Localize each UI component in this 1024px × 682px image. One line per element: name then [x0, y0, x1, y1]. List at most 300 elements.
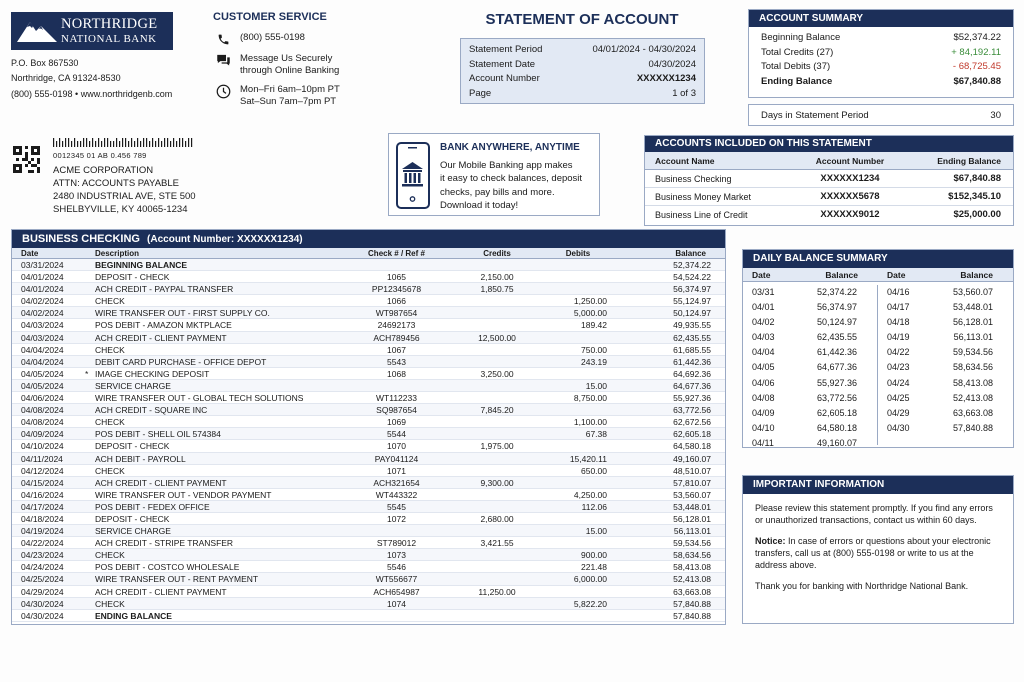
txn-date: 04/23/2024	[21, 550, 64, 561]
txn-ref: 5545	[387, 501, 406, 512]
txn-ref	[335, 525, 458, 536]
daily-balance-row	[743, 406, 877, 421]
mountain-logo-icon	[17, 18, 57, 44]
txn-description: POS DEBIT - SHELL OIL 574384	[95, 429, 221, 440]
txn-ref: 1074	[387, 598, 406, 609]
txn-date: 04/01/2024	[21, 284, 64, 295]
txn-credit: 1,975.00	[480, 441, 514, 452]
daily-date: 04/23	[887, 362, 910, 373]
days-in-period	[748, 104, 1014, 126]
txn-description: POS DEBIT - COSTCO WHOLESALE	[95, 562, 240, 573]
daily-balance-row	[743, 376, 877, 391]
accounts-included	[644, 135, 1014, 226]
accounts-included-title: ACCOUNTS INCLUDED ON THIS STATEMENT	[645, 136, 1013, 152]
txn-description: ACH CREDIT - SQUARE INC	[95, 405, 208, 416]
txn-credit	[458, 380, 536, 391]
statement-value: 1 of 3	[672, 87, 696, 99]
checking-account-number: (Account Number: XXXXXX1234)	[147, 234, 303, 245]
daily-balance: 53,448.01	[952, 302, 993, 313]
txn-balance: 64,677.36	[673, 380, 711, 391]
txn-credit: 7,845.20	[480, 405, 514, 416]
txn-balance: 62,435.55	[673, 332, 711, 343]
txn-ref: ST789012	[376, 538, 417, 549]
txn-ref: 1067	[387, 344, 406, 355]
txn-balance: 53,560.07	[673, 489, 711, 500]
daily-date: 04/01	[752, 302, 775, 313]
table-row	[12, 356, 725, 368]
daily-balance: 58,413.08	[952, 377, 993, 388]
customer-service-title: CUSTOMER SERVICE	[213, 11, 327, 23]
txn-balance: 62,605.18	[673, 429, 711, 440]
column-header: Account Number	[815, 156, 885, 166]
txn-balance: 56,374.97	[673, 284, 711, 295]
daily-balance: 63,663.08	[952, 407, 993, 418]
summary-label: Total Credits (27)	[761, 46, 834, 58]
daily-date: 04/30	[887, 422, 910, 433]
txn-debit	[536, 440, 620, 451]
txn-debit	[536, 332, 620, 343]
days-value: 30	[990, 109, 1001, 121]
mobile-line: it easy to check balances, deposit	[440, 173, 583, 185]
business-checking	[11, 229, 726, 625]
txn-date: 04/04/2024	[21, 356, 64, 367]
txn-credit	[458, 392, 536, 403]
daily-balance-header-row	[743, 268, 1013, 282]
mailing-line: SHELBYVILLE, KY 40065-1234	[53, 204, 188, 215]
txn-debit: 15.00	[585, 380, 607, 391]
txn-description: ACH CREDIT - CLIENT PAYMENT	[95, 477, 227, 488]
txn-credit	[458, 416, 536, 427]
table-row	[12, 295, 725, 307]
txn-ref: WT443322	[375, 489, 418, 500]
account-balance: $152,345.10	[948, 191, 1001, 202]
statement-label: Statement Date	[469, 58, 536, 70]
daily-balance: 52,413.08	[952, 392, 993, 403]
txn-credit	[458, 501, 536, 512]
account-balance: $67,840.88	[953, 173, 1001, 184]
mailing-line: ATTN: ACCOUNTS PAYABLE	[53, 178, 179, 189]
daily-balance-column-left	[743, 285, 878, 448]
txn-credit: 3,421.55	[480, 538, 514, 549]
txn-ref: WT556677	[375, 574, 418, 585]
daily-date: 04/05	[752, 362, 775, 373]
statement-title: STATEMENT OF ACCOUNT	[485, 11, 679, 28]
statement-value: 04/01/2024 - 04/30/2024	[592, 44, 696, 55]
daily-date: 04/09	[752, 407, 775, 418]
daily-balance: 52,374.22	[816, 287, 857, 297]
column-header: Account Name	[655, 156, 715, 166]
txn-date: 04/24/2024	[21, 562, 64, 573]
account-number: XXXXXX9012	[820, 209, 880, 220]
column-header: Credits	[483, 249, 511, 258]
statement-row	[469, 43, 696, 58]
daily-balance-row	[743, 285, 877, 300]
transactions-header-row	[12, 248, 725, 259]
txn-credit: 2,150.00	[480, 272, 514, 283]
txn-date: 04/10/2024	[21, 441, 64, 452]
daily-balance-row	[878, 376, 1013, 391]
daily-date: 04/24	[887, 377, 910, 388]
statement-value: 04/30/2024	[648, 58, 696, 70]
txn-debit: 67.38	[585, 429, 607, 440]
txn-date: 04/03/2024	[21, 332, 64, 343]
txn-credit: 11,250.00	[478, 586, 516, 597]
daily-date: 04/16	[887, 287, 910, 297]
daily-balance: 64,677.36	[816, 362, 857, 373]
account-row	[645, 206, 1013, 224]
txn-description: CHECK	[95, 465, 125, 476]
txn-ref	[335, 380, 458, 391]
column-header: Date	[752, 270, 771, 280]
txn-balance: 57,840.88	[673, 610, 711, 621]
accounts-header-row	[645, 152, 1013, 170]
daily-balance: 56,113.01	[953, 332, 993, 343]
daily-balance: 49,160.07	[816, 437, 857, 448]
mobile-line: Download it today!	[440, 199, 519, 211]
txn-ref: ACH789456	[373, 332, 420, 343]
txn-debit	[536, 271, 620, 282]
cs-message-line2: through Online Banking	[240, 65, 340, 76]
txn-ref: 1072	[387, 513, 406, 524]
txn-ref: ACH654987	[373, 586, 420, 597]
table-row	[12, 440, 725, 452]
txn-ref: WT987654	[375, 308, 418, 319]
summary-row	[749, 46, 1013, 61]
column-header: Debits	[565, 249, 591, 258]
table-row	[12, 307, 725, 319]
account-name: Business Line of Credit	[655, 210, 748, 220]
account-number: XXXXXX5678	[820, 191, 880, 202]
important-information	[742, 475, 1014, 624]
daily-date: 04/19	[887, 332, 910, 343]
table-row	[12, 404, 725, 416]
txn-balance: 61,685.55	[673, 344, 711, 355]
table-row	[12, 368, 725, 380]
daily-date: 04/02	[752, 317, 775, 328]
txn-credit	[458, 356, 536, 367]
important-title: IMPORTANT INFORMATION	[743, 476, 1013, 494]
statement-label: Statement Period	[469, 44, 543, 55]
daily-balance-row	[878, 421, 1013, 436]
summary-label: Total Debits (37)	[761, 61, 831, 72]
table-row	[12, 392, 725, 404]
txn-balance: 61,442.36	[673, 356, 711, 367]
daily-balance: 63,772.56	[816, 392, 857, 403]
txn-debit	[536, 368, 620, 379]
txn-credit	[458, 344, 536, 355]
txn-date: 04/04/2024	[21, 344, 64, 355]
txn-description: SERVICE CHARGE	[95, 380, 171, 391]
mailing-line: ACME CORPORATION	[53, 165, 154, 176]
statement-label: Account Number	[469, 73, 540, 84]
table-row	[12, 428, 725, 440]
txn-description: CHECK	[95, 550, 125, 561]
txn-balance: 50,124.97	[673, 308, 711, 319]
txn-ref	[335, 610, 458, 621]
statement-row	[469, 72, 696, 87]
txn-date: 04/25/2024	[21, 574, 64, 585]
txn-ref: SQ987654	[376, 405, 417, 416]
statement-label: Page	[469, 87, 492, 99]
checking-title-bar	[12, 230, 725, 248]
statement-value: XXXXXX1234	[636, 73, 696, 84]
table-row	[12, 525, 725, 537]
daily-date: 04/11	[752, 437, 774, 448]
txn-debit: 189.42	[581, 320, 607, 331]
txn-ref: WT112233	[376, 393, 417, 404]
txn-ref	[335, 259, 458, 270]
table-row	[12, 271, 725, 283]
table-row	[12, 465, 725, 477]
txn-credit	[458, 295, 536, 306]
summary-value: $52,374.22	[953, 32, 1001, 43]
table-row	[12, 501, 725, 513]
bank-name-line2: NATIONAL BANK	[61, 32, 157, 45]
txn-balance: 53,448.01	[673, 501, 711, 512]
txn-credit	[458, 489, 536, 500]
txn-credit	[458, 465, 536, 476]
txn-description: DEPOSIT - CHECK	[95, 441, 170, 452]
mobile-banking-promo	[388, 133, 600, 216]
table-row	[12, 332, 725, 344]
table-row	[12, 513, 725, 525]
barcode-number: 0012345 01 AB 0.456 789	[53, 151, 147, 160]
summary-row	[749, 75, 1013, 90]
notice-label: Notice:	[755, 536, 786, 546]
txn-debit	[536, 610, 620, 621]
txn-description	[85, 368, 335, 379]
table-row	[12, 586, 725, 598]
daily-date: 04/29	[887, 407, 910, 418]
txn-debit: 1,100.00	[573, 417, 607, 428]
txn-credit	[458, 610, 536, 621]
txn-debit	[536, 537, 620, 548]
txn-debit: 243.19	[581, 356, 607, 367]
daily-balance: 56,128.01	[952, 317, 993, 328]
txn-description: WIRE TRANSFER OUT - VENDOR PAYMENT	[95, 489, 272, 500]
bank-name-line1: NORTHRIDGE	[61, 16, 158, 33]
daily-date: 04/17	[887, 302, 910, 313]
column-header: Date	[887, 270, 906, 280]
txn-balance: 62,672.56	[673, 417, 711, 428]
table-row	[12, 283, 725, 295]
cs-message-line1: Message Us Securely	[240, 53, 333, 64]
txn-ref: 1071	[387, 465, 406, 476]
txn-ref: 5543	[387, 356, 406, 367]
txn-debit: 750.00	[581, 344, 607, 355]
txn-debit: 5,822.20	[573, 598, 607, 609]
statement-info-box	[460, 38, 705, 104]
table-row	[12, 537, 725, 549]
txn-description: CHECK	[95, 296, 125, 307]
txn-date: 04/30/2024	[21, 610, 64, 621]
daily-balance: 62,435.55	[816, 332, 857, 343]
qr-code-icon	[13, 146, 40, 173]
daily-date: 04/06	[752, 377, 775, 388]
column-header: Check # / Ref #	[368, 249, 425, 258]
daily-date: 03/31	[752, 287, 775, 297]
daily-balance: 55,927.36	[816, 377, 857, 388]
txn-ref: PP12345678	[371, 284, 422, 295]
txn-date: 04/08/2024	[21, 417, 64, 428]
column-header: Balance	[675, 249, 706, 258]
account-summary	[748, 9, 1014, 98]
daily-balance-row	[878, 285, 1013, 300]
txn-ref: 1070	[387, 441, 406, 452]
column-header: Ending Balance	[937, 156, 1001, 166]
statement-row	[469, 87, 696, 102]
table-row	[12, 259, 725, 271]
txn-date: 04/16/2024	[21, 489, 64, 500]
barcode-icon	[53, 138, 193, 147]
txn-date: 04/02/2024	[21, 296, 64, 307]
daily-balance: 50,124.97	[816, 317, 857, 328]
txn-balance: 54,524.22	[673, 272, 711, 283]
txn-ref: PAY041124	[374, 453, 419, 464]
important-paragraph-1: Please review this statement promptly. If you find any errors or unauthorized transactions, contact us within 60 days.	[755, 503, 993, 525]
summary-row	[749, 60, 1013, 75]
txn-date: 04/05/2024	[21, 380, 64, 391]
txn-description: CHECK	[95, 598, 125, 609]
txn-description: ACH DEBIT - PAYROLL	[95, 453, 186, 464]
daily-balance: 58,634.56	[952, 362, 993, 373]
txn-date: 04/19/2024	[21, 526, 64, 537]
summary-value: + 84,192.11	[951, 46, 1001, 58]
table-row	[12, 598, 725, 610]
txn-balance: 55,124.97	[673, 296, 711, 307]
table-row	[12, 573, 725, 585]
account-name: Business Checking	[655, 174, 732, 184]
txn-date: 04/15/2024	[21, 477, 64, 488]
txn-ref: 24692173	[377, 320, 416, 331]
table-row	[12, 561, 725, 573]
daily-balance-row	[743, 360, 877, 375]
txn-date: 04/01/2024	[21, 272, 64, 283]
txn-date: 04/17/2024	[21, 501, 64, 512]
statement-row	[469, 58, 696, 73]
txn-debit: 6,000.00	[573, 574, 607, 585]
txn-balance: 52,374.22	[673, 260, 711, 270]
txn-credit: 9,300.00	[480, 477, 514, 488]
txn-debit: 1,250.00	[573, 296, 607, 307]
account-summary-title: ACCOUNT SUMMARY	[749, 10, 1013, 27]
daily-balance-row	[743, 315, 877, 330]
txn-description: ACH CREDIT - CLIENT PAYMENT	[95, 332, 227, 343]
txn-description: POS DEBIT - AMAZON MKTPLACE	[95, 320, 232, 331]
mobile-body	[440, 159, 595, 212]
txn-date: 04/05/2024	[21, 368, 64, 379]
txn-debit	[536, 477, 620, 488]
txn-credit	[458, 453, 536, 464]
daily-balance: 64,580.18	[816, 422, 857, 433]
txn-debit	[536, 404, 620, 415]
txn-ref: ACH321654	[373, 477, 420, 488]
column-header: Date	[21, 249, 39, 258]
phone-icon	[214, 32, 232, 46]
txn-balance: 57,810.07	[673, 477, 711, 488]
txn-ref: 1065	[387, 272, 406, 283]
daily-balance-row	[878, 315, 1013, 330]
txn-credit	[458, 319, 536, 330]
txn-balance: 56,128.01	[673, 513, 711, 524]
transactions-body	[12, 259, 725, 622]
clock-icon	[214, 84, 232, 98]
chat-icon	[214, 53, 232, 67]
bank-address-line2: Northridge, CA 91324-8530	[11, 73, 121, 83]
daily-balance-row	[743, 436, 877, 451]
txn-credit: 3,250.00	[480, 368, 514, 379]
summary-value: $67,840.88	[953, 75, 1001, 87]
bank-logo	[11, 12, 173, 50]
txn-debit	[536, 513, 620, 524]
notice-text: In case of errors or questions about your electronic transfers, call us at (800) 555-0198 or write to us at the address above.	[755, 536, 991, 570]
txn-credit	[458, 561, 536, 572]
txn-credit	[458, 428, 536, 439]
daily-date: 04/04	[752, 347, 775, 358]
cs-hours-line1: Mon–Fri 6am–10pm PT	[240, 84, 340, 95]
daily-balance: 59,534.56	[952, 347, 993, 358]
mobile-line: Our Mobile Banking app makes	[440, 160, 573, 171]
txn-credit	[458, 598, 536, 609]
txn-ref: 1069	[387, 417, 406, 428]
table-row	[12, 489, 725, 501]
txn-description: DEPOSIT - CHECK	[95, 272, 170, 283]
txn-description: WIRE TRANSFER OUT - FIRST SUPPLY CO.	[95, 308, 270, 319]
daily-balance-row	[878, 391, 1013, 406]
important-paragraph-2	[743, 535, 1013, 571]
daily-date: 04/25	[887, 392, 910, 403]
daily-balance: 62,605.18	[816, 407, 857, 418]
summary-label: Ending Balance	[761, 75, 833, 87]
daily-date: 04/18	[887, 317, 910, 328]
mobile-bank-icon	[396, 142, 430, 209]
txn-balance: 48,510.07	[673, 465, 711, 476]
txn-description: WIRE TRANSFER OUT - GLOBAL TECH SOLUTIONS	[95, 393, 304, 404]
daily-balance-row	[878, 406, 1013, 421]
txn-ref: 1068	[387, 368, 406, 379]
txn-date: 04/02/2024	[21, 308, 64, 319]
txn-date: 04/18/2024	[21, 513, 64, 524]
summary-value: - 68,725.45	[952, 61, 1001, 72]
txn-description: ACH CREDIT - PAYPAL TRANSFER	[95, 284, 234, 295]
txn-balance: 59,534.56	[673, 538, 711, 549]
mobile-line: checks, pay bills and more.	[440, 186, 555, 198]
daily-balance-column-right	[878, 285, 1013, 445]
column-header: Balance	[825, 270, 858, 280]
account-balance: $25,000.00	[953, 209, 1001, 220]
txn-description-text: IMAGE CHECKING DEPOSIT	[95, 368, 210, 379]
daily-balance-row	[878, 300, 1013, 315]
txn-debit	[536, 259, 620, 270]
summary-row	[749, 31, 1013, 46]
txn-balance: 52,413.08	[673, 574, 711, 585]
txn-credit: 12,500.00	[478, 332, 516, 343]
txn-credit	[458, 573, 536, 584]
txn-balance: 57,840.88	[673, 598, 711, 609]
txn-date: 04/11/2024	[21, 453, 63, 464]
txn-debit: 650.00	[581, 465, 607, 476]
txn-credit	[458, 525, 536, 536]
txn-debit: 15,420.11	[569, 453, 607, 464]
daily-balance: 56,374.97	[816, 302, 857, 313]
account-row	[645, 188, 1013, 206]
table-row	[12, 453, 725, 465]
txn-debit: 8,750.00	[573, 393, 607, 404]
txn-description: BEGINNING BALANCE	[95, 260, 188, 270]
cs-phone-row	[214, 32, 305, 46]
txn-description: DEBIT CARD PURCHASE - OFFICE DEPOT	[95, 356, 267, 367]
mobile-title: BANK ANYWHERE, ANYTIME	[440, 142, 580, 153]
